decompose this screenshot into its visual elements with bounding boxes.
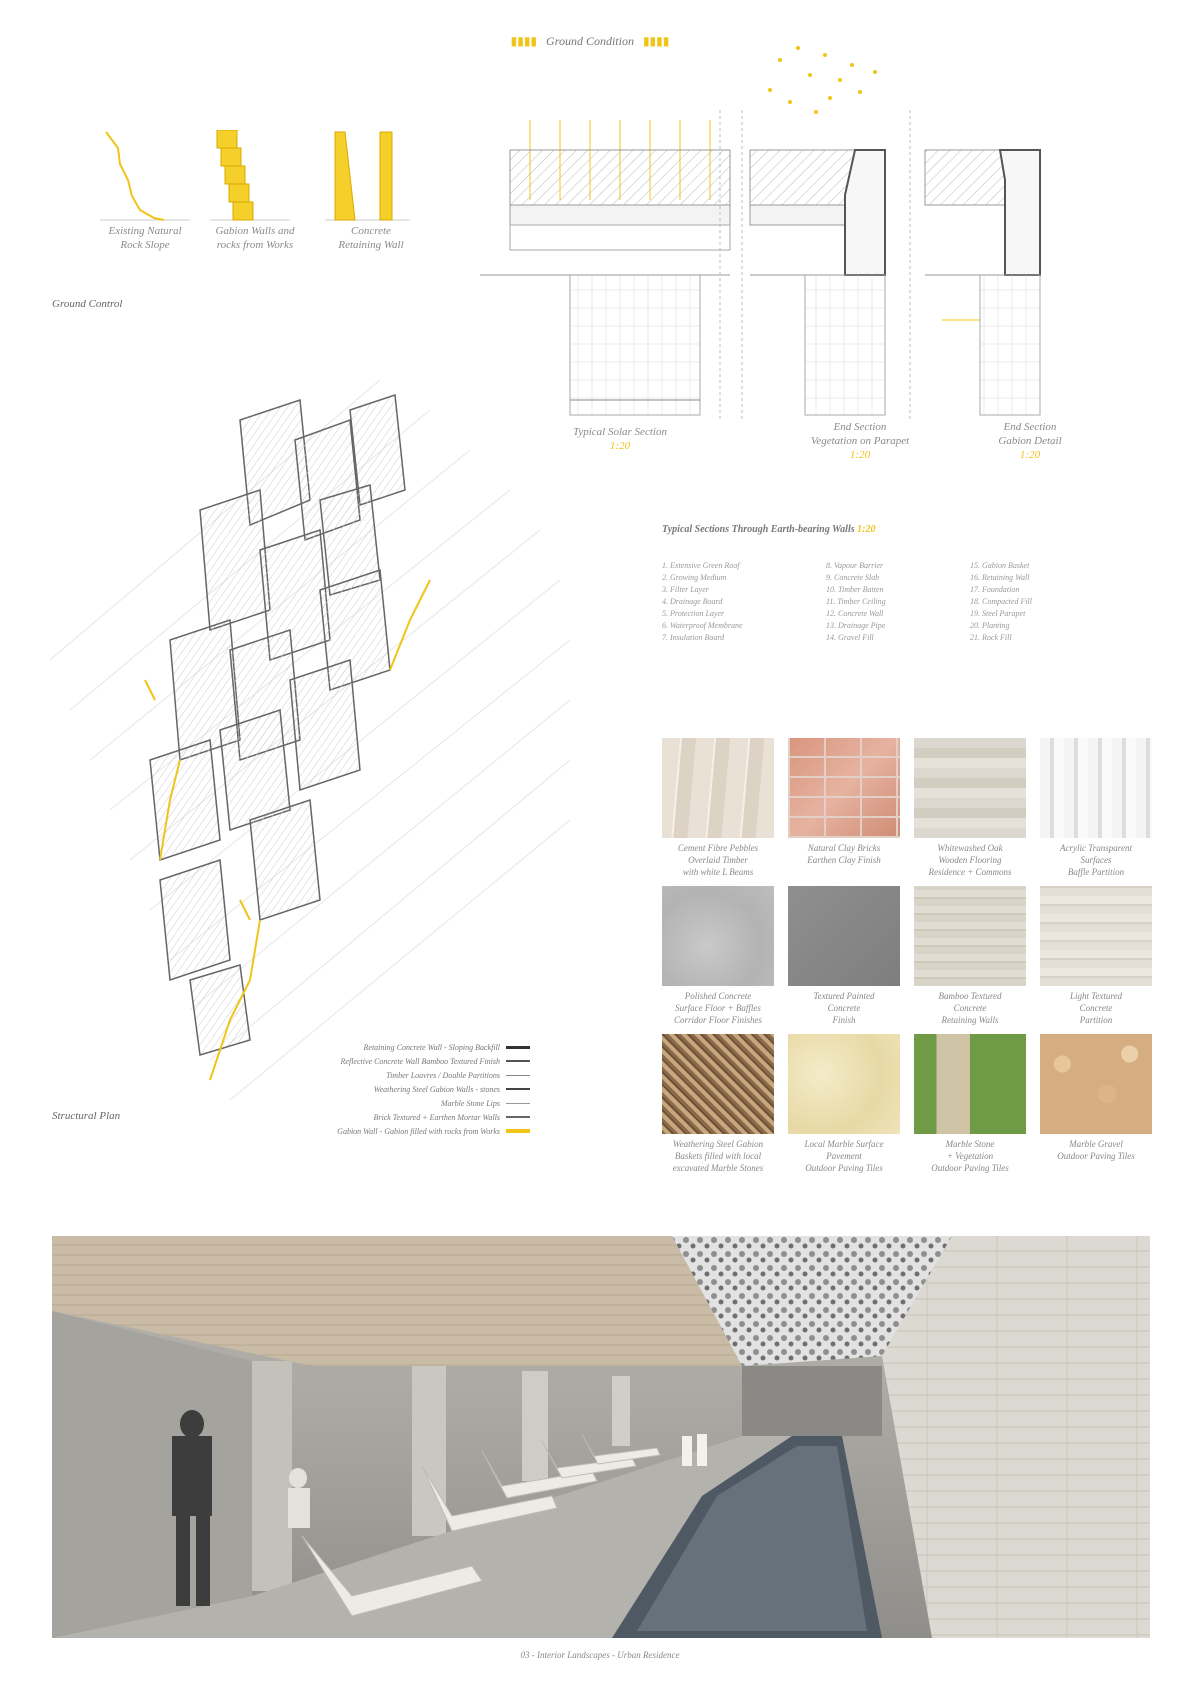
material-caption: Local Marble Surface Pavement Outdoor Paving Tiles xyxy=(804,1139,884,1173)
diagram-2-caption: Gabion Walls and rocks from Works xyxy=(215,225,295,251)
diagram-1-caption: Existing Natural Rock Slope xyxy=(108,225,182,251)
ground-control-diagrams xyxy=(80,130,440,260)
material-swatch-marble-gravel xyxy=(1040,1034,1152,1134)
legend-item: Weathering Steel Gabion Walls - stones xyxy=(230,1082,530,1096)
notes-column-3: 15. Gabion Basket 16. Retaining Wall 17. Foundation 18. Compacted Fill 19. Steel Parapet 20. Planting 21. Rock Fill xyxy=(970,561,1032,642)
material-caption: Bamboo Textured Concrete Retaining Walls xyxy=(938,991,1002,1025)
sections-heading: Typical Sections Through Earth-bearing Walls 1:20 xyxy=(662,524,876,535)
interior-render xyxy=(52,1236,1150,1638)
material-swatch-polished-concrete xyxy=(662,886,774,986)
material-caption: Whitewashed Oak Wooden Flooring Residence + Commons xyxy=(928,843,1012,877)
material-swatch-gabion xyxy=(662,1034,774,1134)
legend-item: Brick Textured + Earthen Mortar Walls xyxy=(230,1110,530,1124)
material-caption: Weathering Steel Gabion Baskets filled with local excavated Marble Stones xyxy=(672,1139,764,1173)
material-swatch-marble-paving xyxy=(788,1034,900,1134)
structural-plan xyxy=(50,380,610,1100)
material-caption: Marble Stone + Vegetation Outdoor Paving Tiles xyxy=(931,1139,1009,1173)
material-swatch-clay-brick xyxy=(788,738,900,838)
plan-label: Structural Plan xyxy=(52,1110,121,1122)
material-caption: Natural Clay Bricks Earthen Clay Finish xyxy=(807,843,881,865)
material-caption: Marble Gravel Outdoor Paving Tiles xyxy=(1057,1139,1135,1161)
section-1-title: Typical Solar Section 1:20 xyxy=(573,426,667,452)
material-caption: Polished Concrete Surface Floor + Baffles Corridor Floor Finishes xyxy=(673,991,762,1025)
notes-column-1: 1. Extensive Green Roof 2. Growing Medium 3. Filter Layer 4. Drainage Board 5. Protection Layer 6. Waterproof Membrane 7. Insulation Board xyxy=(662,561,743,642)
material-swatch-timber-ceiling xyxy=(662,738,774,838)
page-title: Ground Condition xyxy=(546,34,634,48)
material-swatch-bamboo-concrete xyxy=(914,886,1026,986)
render-svg xyxy=(52,1236,1150,1638)
legend-item: Marble Stone Lips xyxy=(230,1096,530,1110)
title-left-mark: ▮▮▮▮ xyxy=(510,34,538,48)
footer: 03 - Interior Landscapes - Urban Residence xyxy=(520,1650,680,1660)
material-swatch-light-concrete xyxy=(1040,886,1152,986)
material-swatch-painted-concrete xyxy=(788,886,900,986)
legend-item: Reflective Concrete Wall Bamboo Textured Finish xyxy=(230,1054,530,1068)
diagram-3-caption: Concrete Retaining Wall xyxy=(338,225,404,251)
material-swatch-oak-floor xyxy=(914,738,1026,838)
section-2-title: End Section Vegetation on Parapet 1:20 xyxy=(810,421,910,461)
material-caption: Light Textured Concrete Partition xyxy=(1069,991,1123,1025)
material-swatch-acrylic xyxy=(1040,738,1152,838)
material-swatch-marble-vegetation xyxy=(914,1034,1026,1134)
legend-item: Retaining Concrete Wall - Sloping Backfill xyxy=(230,1040,530,1054)
legend-item: Gabion Wall - Gabion filled with rocks from Works xyxy=(230,1124,530,1138)
ground-control-label: Ground Control xyxy=(52,298,123,310)
material-caption: Cement Fibre Pebbles Overlaid Timber with white L Beams xyxy=(677,843,759,877)
material-caption: Acrylic Transparent Surfaces Baffle Partition xyxy=(1060,843,1132,877)
material-caption: Textured Painted Concrete Finish xyxy=(813,991,875,1025)
plan-svg xyxy=(50,380,610,1100)
title-right-mark: ▮▮▮▮ xyxy=(642,34,670,48)
plan-legend xyxy=(230,1040,530,1138)
notes-column-2: 8. Vapour Barrier 9. Concrete Slab 10. Timber Batten 11. Timber Ceiling 12. Concrete Wall 13. Drainage Pipe 14. Gravel Fill xyxy=(826,561,886,642)
legend-item: Timber Louvres / Double Partitions xyxy=(230,1068,530,1082)
section-3-title: End Section Gabion Detail 1:20 xyxy=(998,421,1062,461)
